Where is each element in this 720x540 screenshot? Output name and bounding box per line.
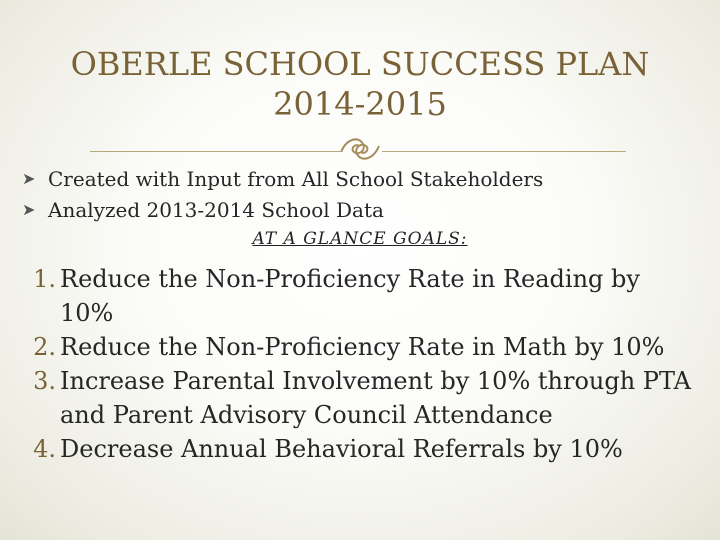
intro-bullet-list — [22, 163, 702, 225]
goal-item — [0, 262, 700, 330]
goal-number: 3. — [33, 367, 56, 395]
goal-item — [0, 364, 700, 432]
title-line-2: 2014-2015 — [273, 85, 447, 123]
slide-title — [40, 44, 680, 124]
divider-left — [90, 151, 340, 152]
goal-text: Reduce the Non-Proficiency Rate in Reading by 10% — [60, 265, 640, 327]
goal-number: 1. — [33, 265, 56, 293]
flourish-ornament-icon — [337, 132, 383, 166]
bullet-text: Analyzed 2013-2014 School Data — [48, 197, 384, 222]
bullet-text: Created with Input from All School Stakeholders — [48, 166, 544, 191]
glance-heading: AT A GLANCE GOALS: — [252, 229, 468, 249]
bullet-item — [22, 163, 702, 194]
goal-number: 4. — [33, 435, 56, 463]
divider-right — [382, 151, 626, 152]
goals-list — [0, 262, 700, 466]
goal-text: Reduce the Non-Proficiency Rate in Math by 10% — [60, 333, 665, 361]
title-line-1: OBERLE SCHOOL SUCCESS PLAN — [70, 45, 650, 83]
bullet-item — [22, 194, 702, 225]
goal-text: Decrease Annual Behavioral Referrals by 10% — [60, 435, 623, 463]
goal-item — [0, 432, 700, 466]
goal-number: 2. — [33, 333, 56, 361]
arrow-bullet-icon: ➤ — [22, 200, 36, 219]
goal-item — [0, 330, 700, 364]
arrow-bullet-icon: ➤ — [22, 169, 36, 188]
goal-text: Increase Parental Involvement by 10% through PTA and Parent Advisory Council Attendance — [60, 367, 691, 429]
